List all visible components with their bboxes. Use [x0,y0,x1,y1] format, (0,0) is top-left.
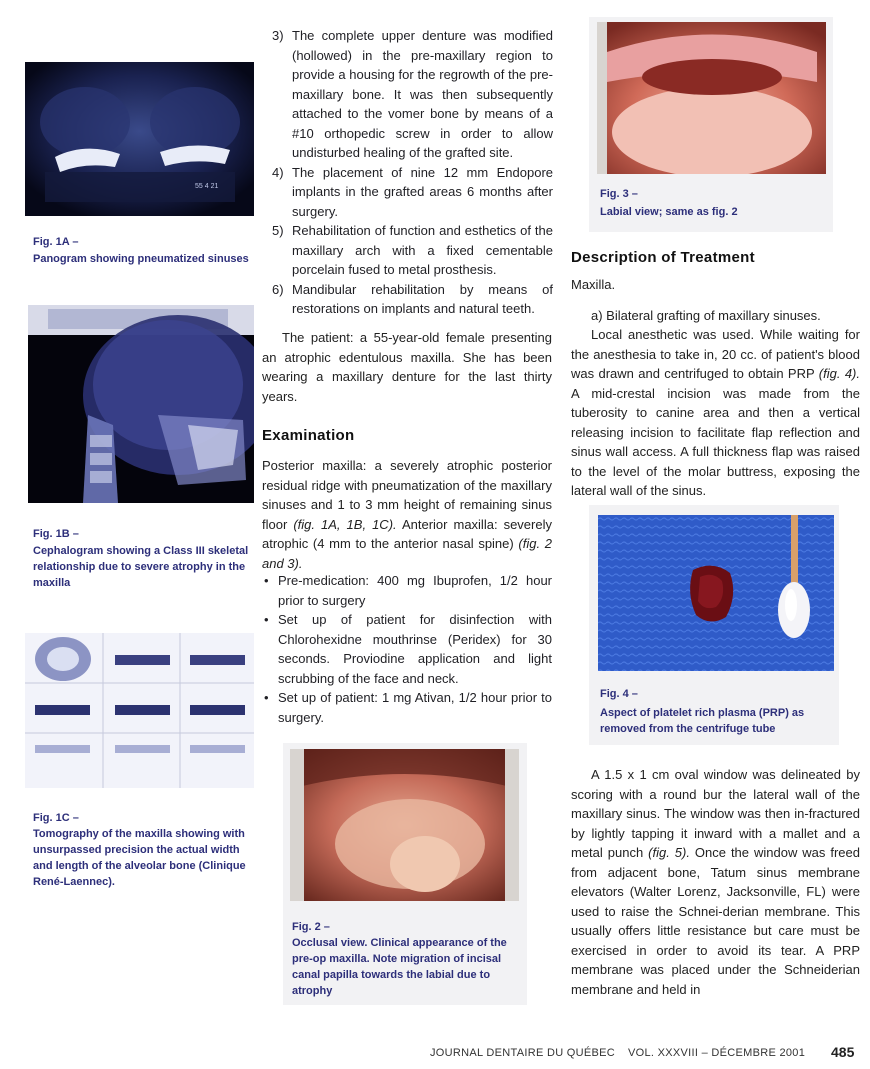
fig1a-label: Fig. 1A – [33,236,79,248]
procedure-item: 3) The complete upper denture was modified (hollowed) in the pre-maxillary region to provide a housing for the regrowth of the pre-maxillary bone. It was then subsequently attached to the vomer bone by means of a #10 orthopedic screw in order to allow undisturbed healing of the grafted site. [272,28,553,160]
list-item: • Set up of patient: 1 mg Ativan, 1/2 hour prior to surgery. [264,690,552,725]
fig1b-cephalogram-image [28,305,254,503]
fig1c-caption: Tomography of the maxilla showing with unsurpassed precision the actual width and length of the alveolar bone (Clinique René-Laennec). [33,828,246,888]
procedure-list [272,26,553,319]
procedure-item: 5) Rehabilitation of function and esthetics of the maxillary arch with a fixed cementable porcelain fused to metal prosthesis. [272,223,553,277]
svg-text:55 4 21: 55 4 21 [195,183,219,190]
procedure-item: 6) Mandibular rehabilitation by means of restorations on implants and natural teeth. [272,281,553,316]
fig2-label: Fig. 2 – [292,921,330,933]
patient-paragraph: The patient: a 55-year-old female presenting an atrophic edentulous maxilla. She has been wearing a maxillary denture for the last thirty years. [262,330,552,404]
fig1c-tomography-image [25,633,254,788]
fig2-occlusal-image [290,749,519,901]
window-paragraph: A 1.5 x 1 cm oval window was delineated by scoring with a round bur the lateral wall of the maxillary sinus. The window was then in-fractured by lightly tapping it inward with a mallet and a metal punch (fig. 5). Once the window was freed from adjacent bone, Tatum sinus membrane elevators (Walter Lorenz, Jacksonville, FL) were used to raise the Schnei-derian membrane. This usually offers little resistance but care must be exercised in order to avoid its tear. A PRP membrane was placed under the Schneiderian membrane and held in [571,767,860,997]
list-item: • Set up of patient for disinfection with Chlorohexidne mouthrinse (Peridex) for 30 seconds. Proviodine application and light scrubbing of the face and neck. [264,612,552,686]
fig2-caption: Occlusal view. Clinical appearance of the pre-op maxilla. Note migration of incisal canal papilla towards the labial due to atrophy [292,937,507,997]
fig3-label: Fig. 3 – [600,188,638,200]
fig1b-label: Fig. 1B – [33,528,79,540]
journal-name: JOURNAL DENTAIRE DU QUÉBEC [430,1047,616,1059]
fig1b-caption: Cephalogram showing a Class III skeletal relationship due to severe atrophy in the maxilla [33,545,249,589]
grafting-subheading: a) Bilateral grafting of maxillary sinuses. [591,308,821,323]
fig4-prp-image [598,515,834,671]
fig4-label: Fig. 4 – [600,688,638,700]
page-number: 485 [831,1044,855,1060]
fig3-labial-image [597,22,826,174]
treatment-heading: Description of Treatment [571,249,755,266]
fig4-caption: Aspect of platelet rich plasma (PRP) as removed from the centrifuge tube [600,707,805,735]
examination-heading: Examination [262,427,355,444]
fig1a-caption: Panogram showing pneumatized sinuses [33,253,249,265]
maxilla-label: Maxilla. [571,277,616,292]
list-item: • Pre-medication: 400 mg Ibuprofen, 1/2 hour prior to surgery [264,573,552,608]
volume-info: VOL. XXXVIII – DÉCEMBRE 2001 [628,1047,806,1059]
fig1c-label: Fig. 1C – [33,812,79,824]
fig1a-panogram-image [25,62,254,216]
anesthesia-paragraph: Local anesthetic was used. While waiting for the anesthesia to take in, 20 cc. of patient's blood was drawn and centrifuged to obtain PRP (fig. 4). A mid-crestal incision was made from the tuberosity to canine area and then a vertical releasing incision to facilitate flap reflection and sinus wall access. A full thickness flap was raised to the level of the molar buttress, exposing the lateral wall of the sinus. [571,327,860,498]
procedure-item: 4) The placement of nine 12 mm Endopore implants in the grafted areas 6 months after surgery. [272,164,553,219]
fig3-caption: Labial view; same as fig. 2 [600,206,738,218]
premedication-list [262,571,552,727]
examination-paragraph: Posterior maxilla: a severely atrophic posterior residual ridge with pneumatization of the maxillary sinuses and 1 to 3 mm height of remaining sinus floor (fig. 1A, 1B, 1C). Anterior maxilla: severely atrophic (4 mm to the anterior nasal spine) (fig. 2 and 3). [262,458,553,571]
